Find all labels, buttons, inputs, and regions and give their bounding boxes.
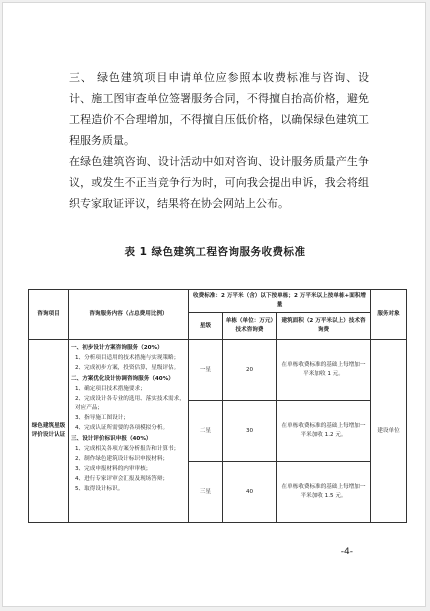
service-item: 1、完成相关各项方案分析报告和计算书； (75, 446, 180, 452)
service-item: 2、完成设计各专业的选用、落实技术需求，对应产品； (75, 396, 185, 411)
service-item: 2、完成初步方案，投资估算，星级评估。 (75, 365, 180, 371)
service-group-3 (71, 435, 186, 494)
header-fee-standard: 收费标准：2 万平米（含）以下按单栋；2 万平米以上按单栋+面积增量 (189, 290, 371, 313)
service-heading: 二、方案优化设计协调咨询服务（40%） (71, 376, 174, 382)
service-item: 1、确定项目技术措施要求； (75, 386, 146, 392)
service-target: 建设单位 (371, 340, 407, 523)
service-heading: 一、初步设计方案咨询服务（20%） (71, 345, 163, 351)
document-page (2, 2, 426, 607)
service-item: 4、完成认证所需要的各项模拟分析。 (75, 425, 169, 431)
service-group-1 (71, 344, 186, 373)
service-heading: 三、设计评价标识申报（40%） (71, 436, 152, 442)
service-item: 3、指导施工图设计； (75, 415, 129, 421)
header-unit-price: 单栋（单位：万元）技术咨询费 (223, 313, 277, 340)
header-item: 咨询项目 (29, 290, 69, 340)
service-item: 3、完成申报材料的内审审核； (75, 466, 152, 472)
service-item: 5、取得设计标识。 (75, 486, 124, 492)
grade-price-1: 20 (223, 340, 277, 401)
table-caption: 表 1 绿色建筑工程咨询服务收费标准 (124, 246, 306, 258)
grade-star-2: 二星 (189, 401, 223, 462)
service-content-cell (69, 340, 189, 523)
service-item: 2、制作绿色建筑设计标识申报材料； (75, 456, 169, 462)
paragraph-3-fee-contract: 三、 绿色建筑项目申请单位应参照本收费标准与咨询、设计、施工图审查单位签署服务合同，不得擅自抬高价格，避免工程造价不合理增加，不得擅自压低价格，以确保绿色建筑工程服务质量。 (69, 71, 369, 147)
paragraph-dispute-appeal: 在绿色建筑咨询、设计活动中如对咨询、设计服务质量产生争议，或发生不正当竞争行为时，可向我会提出申诉，我会将组织专家取证评议，结果将在协会网站上公布。 (69, 155, 369, 210)
table-header-row-1 (29, 290, 407, 313)
grade-increment-3: 在单栋收费标准的基础上每增加一平米加收 1.5 元。 (277, 462, 371, 523)
consult-item-name: 绿色建筑星级评价设计认证 (29, 340, 69, 523)
header-content: 咨询服务内容（占总费用比例） (69, 290, 189, 340)
service-item: 4、进行专家评审会汇报及现场答辩； (75, 476, 169, 482)
grade-star-1: 一星 (189, 340, 223, 401)
table-row (29, 340, 407, 401)
header-target: 服务对象 (371, 290, 407, 340)
grade-price-3: 40 (223, 462, 277, 523)
header-increment: 建筑面积（2 万平米以上）技术咨询费 (277, 313, 371, 340)
grade-increment-2: 在单栋收费标准的基础上每增加一平米加收 1.2 元。 (277, 401, 371, 462)
service-group-2 (71, 375, 186, 433)
grade-price-2: 30 (223, 401, 277, 462)
grade-increment-1: 在单栋收费标准的基础上每增加一平米加收 1 元。 (277, 340, 371, 401)
fee-standard-table (28, 289, 407, 523)
grade-star-3: 三星 (189, 462, 223, 523)
service-item: 1、分析项目适用的技术措施与实现策略； (75, 355, 180, 361)
page-number: -4- (340, 547, 353, 557)
header-grade: 星级 (189, 313, 223, 340)
